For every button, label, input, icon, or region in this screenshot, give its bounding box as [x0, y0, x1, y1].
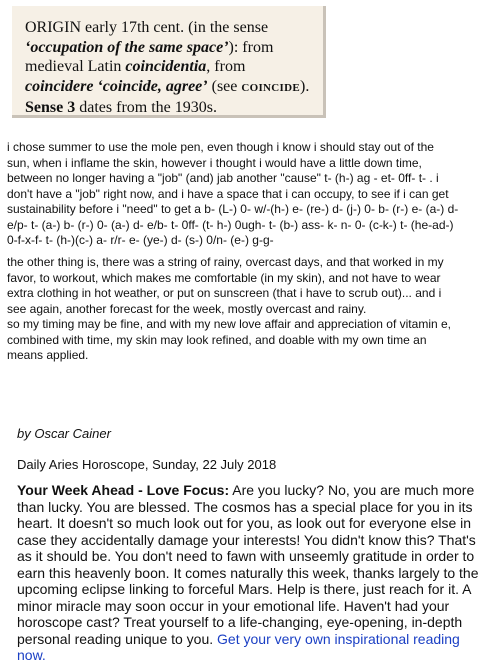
latin-word-coincidere: coincidere	[25, 77, 94, 95]
text-line: minor miracle may soon occur in your emotional life. Haven't had your	[17, 597, 450, 614]
text-line: don't have a "job" right now, and i have a space that i can occupy, to see if i can get	[7, 186, 449, 201]
text-line: combined with time, my skin may look refined, and doable with my own time an	[7, 332, 427, 347]
text-line: as it should be. You don't need to fawn with unseemly gratitude in order to	[17, 548, 475, 564]
horoscope-last-line	[17, 631, 497, 648]
text-line: see again, another forecast for the week, mostly overcast and rainy.	[7, 301, 367, 316]
dictionary-etymology-box	[12, 6, 326, 118]
text-line: case they accidentally damage your interests! You didn't know this? That's	[17, 531, 476, 548]
personal-reading-link-now[interactable]: now.	[17, 647, 46, 663]
text-line: so my timing may be fine, and with my new love affair and appreciation of vitamin e,	[7, 317, 451, 331]
etymology-segment: dates from the 1930s.	[75, 99, 217, 116]
etymology-sense-quote: ‘occupation of the same space’	[25, 38, 229, 56]
text-line: between no longer having a "job" (and) jab another "cause" t- (h-) ag - et- 0ff- t- . i	[7, 171, 439, 185]
etymology-segment: ).	[300, 77, 310, 95]
text-line: heart. It doesn't so much look out for you, as look out for everyone else in	[17, 515, 472, 531]
blog-paragraph-2	[7, 255, 499, 317]
text-line: sustainability before i "need" to get a b- (L-) 0- w/-(h-) e- (re-) d- (j-) 0- b- (r-) e- (a-) d-	[7, 202, 459, 216]
blog-paragraph-1	[7, 140, 499, 249]
personal-reading-link[interactable]: Get your very own inspirational reading	[217, 630, 460, 647]
latin-word-coincidentia: coincidentia	[125, 58, 207, 75]
text-line: e/p- t- (a-) b- (r-) 0- (a-) d- e/b- t- 0ff- (t- h-) 0ugh- t- (b-) ass- k- n- 0- (c-k-) t- (he-ad-)	[7, 217, 454, 232]
origin-label: ORIGIN	[25, 19, 81, 36]
text-segment: Are you lucky? No, you are much more	[229, 482, 475, 498]
horoscope-link-continuation	[17, 647, 497, 664]
text-line: upcoming eclipse linking to forceful Mars. Help is there, just reach for it. A	[17, 581, 472, 597]
text-line: extra clothing in hot weather, or put on sunscreen (that i have to scrub out)... and i	[7, 286, 442, 300]
etymology-segment: (see	[207, 77, 242, 95]
text-line: than lucky. You are blessed. The cosmos has a special place for you in its	[17, 498, 473, 515]
horoscope-date: Daily Aries Horoscope, Sunday, 22 July 2018	[17, 457, 277, 472]
sense-label: Sense 3	[25, 99, 76, 116]
text-line: sun, when i inflame the skin, however i thought i would have a little down time,	[7, 155, 422, 170]
text-line: i chose summer to use the mole pen, even though i know i should stay out of the	[7, 140, 434, 154]
etymology-segment: ): from medieval Latin	[25, 38, 274, 75]
etymology-segment: , from	[206, 58, 246, 75]
text-line: earn this heavenly boon. It comes naturally this week, thanks largely to the	[17, 564, 479, 581]
horoscope-heading: Your Week Ahead - Love Focus:	[17, 482, 230, 498]
text-line: means applied.	[7, 348, 89, 362]
horoscope-body	[17, 482, 497, 664]
blog-paragraph-3	[7, 317, 499, 364]
etymology-text	[25, 18, 317, 118]
horoscope-byline: by Oscar Cainer	[17, 426, 111, 441]
text-line: the other thing is, there was a string of rainy, overcast days, and that worked in my	[7, 255, 444, 269]
text-line: 0-f-x-f- t- (h-)(c-) a- r/r- e- (ye-) d- (s-) 0/n- (e-) g-g-	[7, 233, 274, 247]
etymology-segment: early 17th cent. (in the sense	[81, 19, 269, 36]
text-line: favor, to workout, which makes me comfortable (in my skin), and not have to wear	[7, 270, 441, 285]
etymology-gloss: ‘coincide, agree’	[97, 77, 208, 95]
text-segment: personal reading unique to you.	[17, 630, 218, 647]
horoscope-first-line	[17, 482, 497, 499]
cross-reference-coincide: COINCIDE	[241, 81, 301, 94]
text-line: horoscope cast? Treat yourself to a life-changing, eye-opening, in-depth	[17, 614, 463, 630]
